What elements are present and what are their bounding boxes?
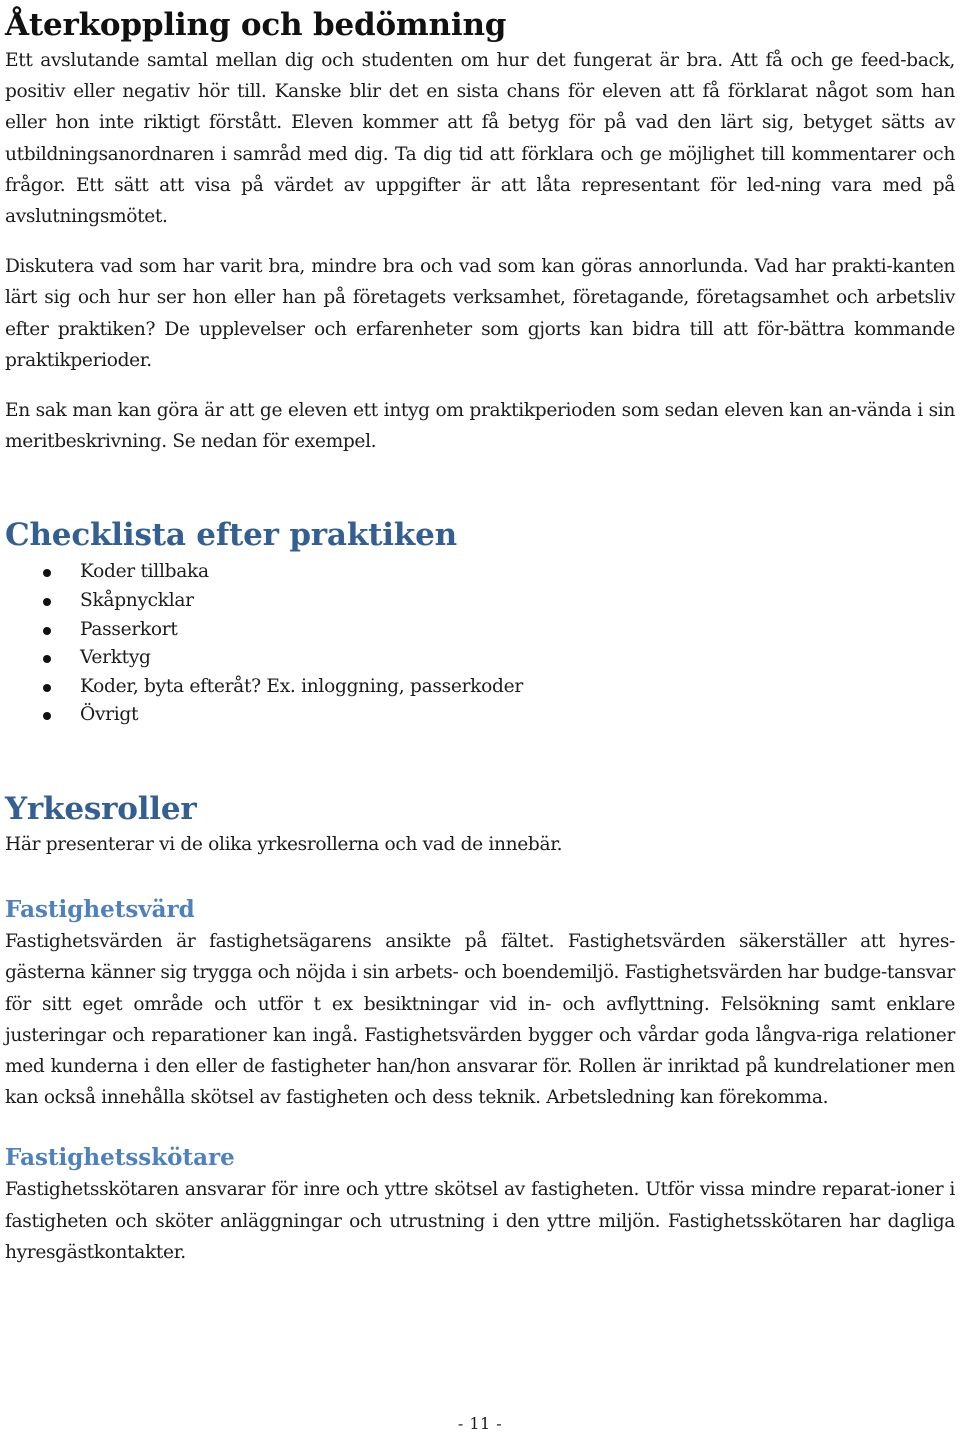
list-item [5, 673, 955, 702]
bullet-icon [43, 684, 51, 692]
list-item-label: Verktyg [80, 647, 151, 669]
list-item [5, 644, 955, 673]
list-item-label: Koder tillbaka [80, 561, 209, 583]
paragraph: Fastighetsskötaren ansvarar för inre och yttre skötsel av fastigheten. Utför vissa mindre reparat-ioner i fastigheten och sköter anläggningar och utrustning i den yttre miljön. Fastighetsskötaren har dagliga hyresgästkontakter. [5, 1179, 955, 1263]
section-title-yrkesroller: Yrkesroller [5, 791, 197, 827]
page-number: - 11 - [457, 1414, 503, 1433]
bullet-icon [43, 627, 51, 635]
list-item-label: Övrigt [80, 704, 139, 726]
bullet-icon [43, 598, 51, 606]
checklist-section [5, 515, 955, 730]
list-item [5, 587, 955, 616]
subheading-fastighetsvard: Fastighetsvärd [5, 896, 195, 924]
paragraph: Här presenterar vi de olika yrkesrollerna och vad de innebär. [5, 834, 563, 855]
paragraph: Diskutera vad som har varit bra, mindre bra och vad som kan göras annorlunda. Vad har prakti-kanten lärt sig och hur ser hon eller han på företagets verksamhet, företagande, företagsamhet och arbetsliv efter praktiken? De upplevelser och erfarenheter som gjorts kan bidra till att för-bättra kommande praktikperioder. [5, 256, 955, 371]
list-item [5, 558, 955, 587]
list-item-label: Skåpnycklar [80, 590, 194, 612]
section-title-checklista: Checklista efter praktiken [5, 517, 457, 554]
list-item [5, 616, 955, 645]
paragraph: En sak man kan göra är att ge eleven ett intyg om praktikperioden som sedan eleven kan an-vända i sin meritbeskrivning. Se nedan för exempel. [5, 400, 955, 453]
document-page [5, 0, 955, 1268]
list-item-label: Passerkort [80, 618, 178, 640]
list-item-label: Koder, byta efteråt? Ex. inloggning, passerkoder [80, 675, 523, 697]
paragraph: Fastighetsvärden är fastighetsägarens ansikte på fältet. Fastighetsvärden säkerställer att hyres-gästerna känner sig trygga och nöjda i sin arbets- och boendemiljö. Fastighetsvärden har budge-tansvar för sitt eget område och utför t ex besiktningar vid in- och avflyttning. Felsökning samt enklare justeringar och reparationer kan ingå. Fastighetsvärden bygger och vårdar goda långva-riga relationer med kunderna i den eller de fastigheter han/hon ansvarar för. Rollen är inriktad på kundrelationer men kan också innehålla skötsel av fastigheten och dess teknik. Arbetsledning kan förekomma. [5, 931, 955, 1109]
bullet-icon [43, 655, 51, 663]
section-title-aterkoppling: Återkoppling och bedömning [5, 7, 507, 43]
yrkesroller-section [5, 789, 955, 1268]
list-item [5, 701, 955, 730]
bullet-icon [43, 569, 51, 577]
paragraph: Ett avslutande samtal mellan dig och studenten om hur det fungerat är bra. Att få och ge feed-back, positiv eller negativ hör till. Kanske blir det en sista chans för eleven att få förklarat något som han eller hon inte riktigt förstått. Eleven kommer att få betyg för på vad den lärt sig, betyget sätts av utbildningsanordnaren i samråd med dig. Ta dig tid att förklara och ge möjlighet till kommentarer och frågor. Ett sätt att visa på värdet av uppgifter är att låta representant för led-ning vara med på avslutningsmötet. [5, 50, 955, 228]
checklist [5, 558, 955, 730]
subheading-fastighetsskotare: Fastighetsskötare [5, 1144, 235, 1172]
bullet-icon [43, 712, 51, 720]
